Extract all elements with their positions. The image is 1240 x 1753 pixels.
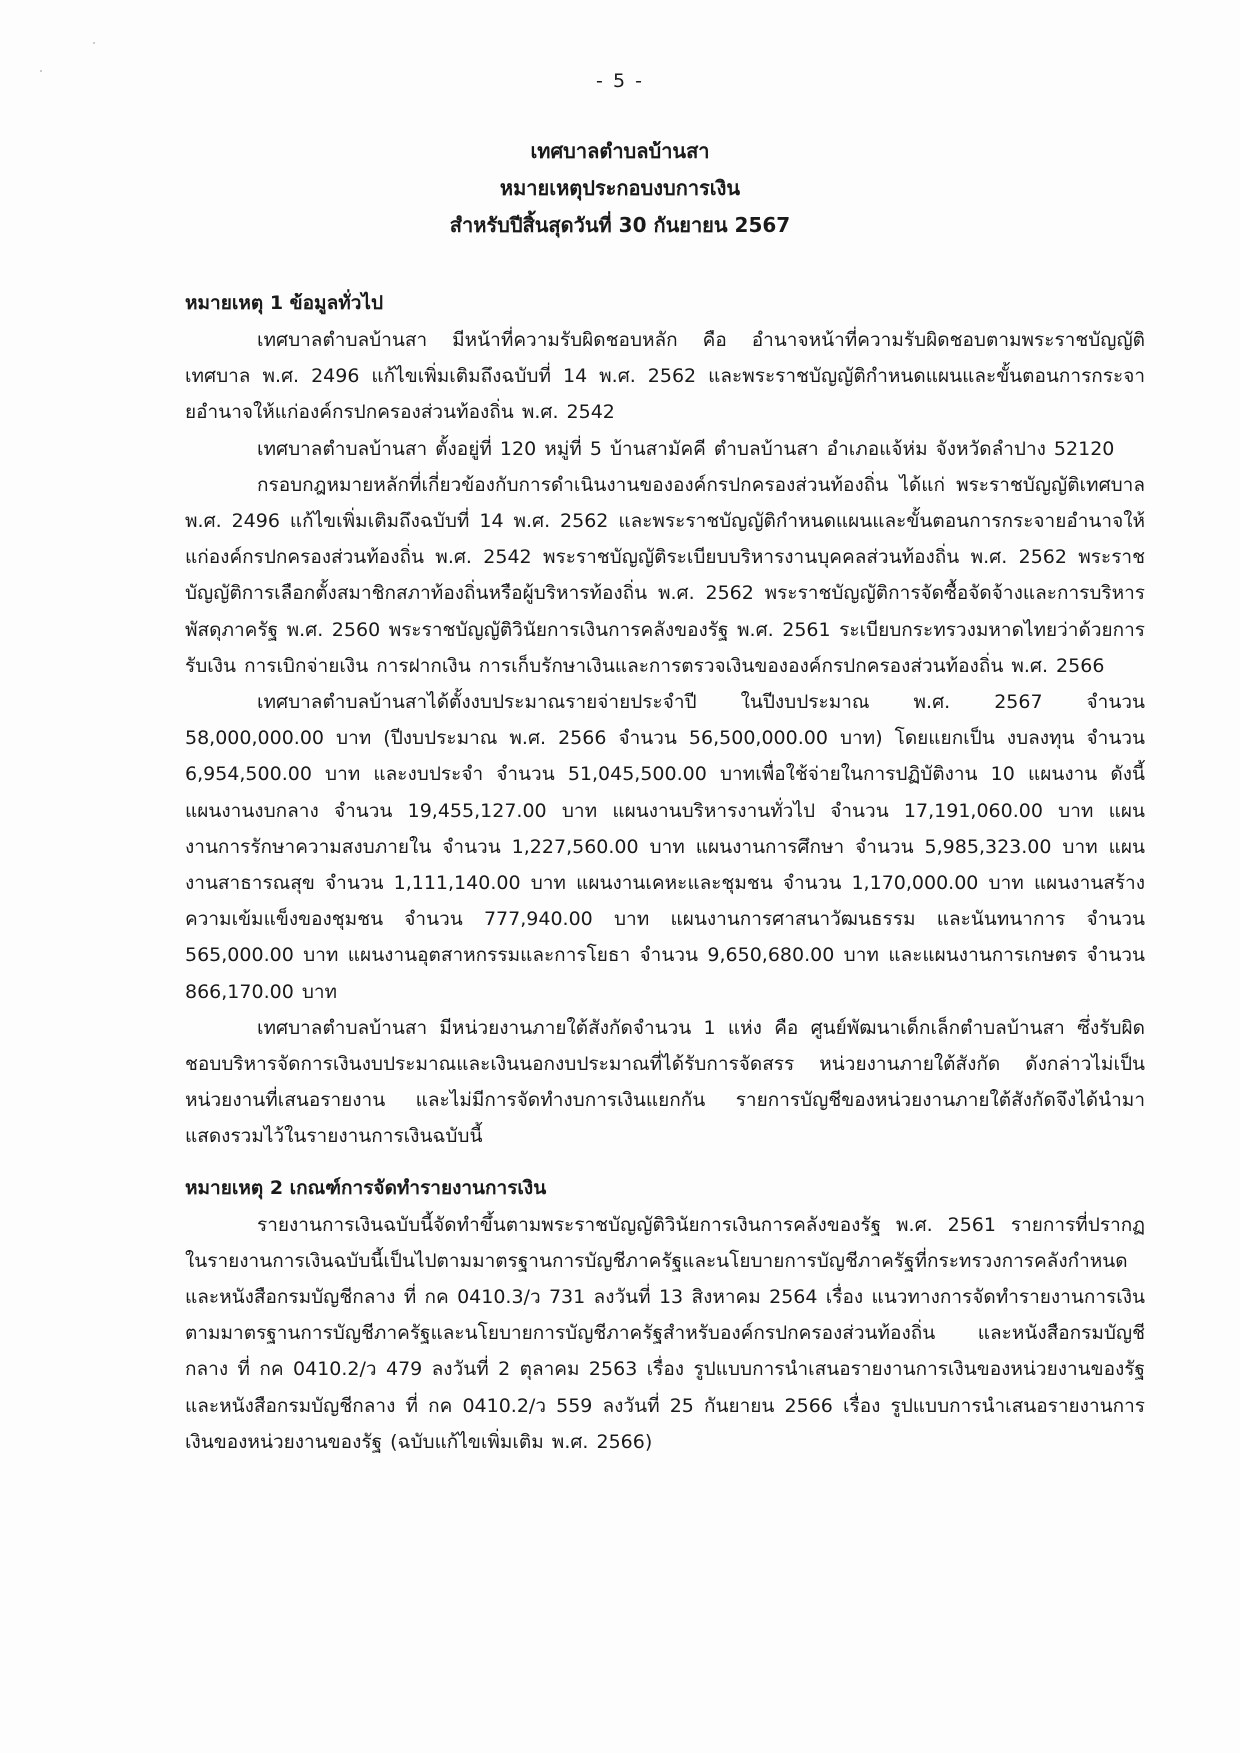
scan-speck — [93, 42, 95, 44]
document-body — [185, 286, 1145, 1470]
note-paragraph: เทศบาลตำบลบ้านสา มีหน้าที่ความรับผิดชอบหลัก คือ อำนาจหน้าที่ความรับผิดชอบตามพระราชบัญญัติเทศบาล พ.ศ. 2496 แก้ไขเพิ่มเติมถึงฉบับที่ 14 พ.ศ. 2562 และพระราชบัญญัติกำหนดแผนและขั้นตอนการกระจายอำนาจให้แก่องค์กรปกครองส่วนท้องถิ่น พ.ศ. 2542 — [185, 329, 1145, 424]
note-1 — [185, 286, 1145, 1155]
note-heading: หมายเหตุ 1 ข้อมูลทั่วไป — [185, 292, 384, 314]
note-paragraph: เทศบาลตำบลบ้านสา ตั้งอยู่ที่ 120 หมู่ที่ 5 บ้านสามัคคี ตำบลบ้านสา อำเภอแจ้ห่ม จังหวัดลำปาง 52120 — [257, 437, 1115, 460]
note-paragraph: เทศบาลตำบลบ้านสา มีหน่วยงานภายใต้สังกัดจำนวน 1 แห่ง คือ ศูนย์พัฒนาเด็กเล็กตำบลบ้านสา ซึ่งรับผิดชอบบริหารจัดการเงินงบประมาณและเงินนอกงบประมาณที่ได้รับการจัดสรร หน่วยงานภายใต้สังกัด ดังกล่าวไม่เป็นหน่วยงานที่เสนอรายงาน และไม่มีการจัดทำงบการเงินแยกกัน รายการบัญชีของหน่วยงานภายใต้สังกัดจึงได้นำมาแสดงรวมไว้ในรายงานการเงินฉบับนี้ — [185, 1016, 1145, 1148]
note-paragraph: เทศบาลตำบลบ้านสาได้ตั้งงบประมาณรายจ่ายประจำปี ในปีงบประมาณ พ.ศ. 2567 จำนวน 58,000,000.00 บาท (ปีงบประมาณ พ.ศ. 2566 จำนวน 56,500,000.00 บาท) โดยแยกเป็น งบลงทุน จำนวน 6,954,500.00 บาท และงบประจำ จำนวน 51,045,500.00 บาทเพื่อใช้จ่ายในการปฏิบัติงาน 10 แผนงาน ดังนี้ แผนงานงบกลาง จำนวน 19,455,127.00 บาท แผนงานบริหารงานทั่วไป จำนวน 17,191,060.00 บาท แผนงานการรักษาความสงบภายใน จำนวน 1,227,560.00 บาท แผนงานการศึกษา จำนวน 5,985,323.00 บาท แผนงานสาธารณสุข จำนวน 1,111,140.00 บาท แผนงานเคหะและชุมชน จำนวน 1,170,000.00 บาท แผนงานสร้างความเข้มแข็งของชุมชน จำนวน 777,940.00 บาท แผนงานการศาสนาวัฒนธรรม และนันทนาการ จำนวน 565,000.00 บาท แผนงานอุตสาหกรรมและการโยธา จำนวน 9,650,680.00 บาท และแผนงานการเกษตร จำนวน 866,170.00 บาท — [185, 691, 1145, 1003]
note-2 — [185, 1171, 1145, 1460]
note-paragraph: รายงานการเงินฉบับนี้จัดทำขึ้นตามพระราชบัญญัติวินัยการเงินการคลังของรัฐ พ.ศ. 2561 รายการที่ปรากฏในรายงานการเงินฉบับนี้เป็นไปตามมาตรฐานการบัญชีภาครัฐและนโยบายการบัญชีภาครัฐที่กระทรวงการคลังกำหนด และหนังสือกรมบัญชีกลาง ที่ กค 0410.3/ว 731 ลงวันที่ 13 สิงหาคม 2564 เรื่อง แนวทางการจัดทำรายงานการเงินตามมาตรฐานการบัญชีภาครัฐและนโยบายการบัญชีภาครัฐสำหรับองค์กรปกครองส่วนท้องถิ่น และหนังสือกรมบัญชีกลาง ที่ กค 0410.2/ว 479 ลงวันที่ 2 ตุลาคม 2563 เรื่อง รูปแบบการนำเสนอรายงานการเงินของหน่วยงานของรัฐ และหนังสือกรมบัญชีกลาง ที่ กค 0410.2/ว 559 ลงวันที่ 25 กันยายน 2566 เรื่อง รูปแบบการนำเสนอรายงานการเงินของหน่วยงานของรัฐ (ฉบับแก้ไขเพิ่มเติม พ.ศ. 2566) — [185, 1213, 1145, 1453]
note-paragraph: กรอบกฎหมายหลักที่เกี่ยวข้องกับการดำเนินงานขององค์กรปกครองส่วนท้องถิ่น ได้แก่ พระราชบัญญัติเทศบาล พ.ศ. 2496 แก้ไขเพิ่มเติมถึงฉบับที่ 14 พ.ศ. 2562 และพระราชบัญญัติกำหนดแผนและขั้นตอนการกระจายอำนาจให้แก่องค์กรปกครองส่วนท้องถิ่น พ.ศ. 2542 พระราชบัญญัติระเบียบบริหารงานบุคคลส่วนท้องถิ่น พ.ศ. 2562 พระราชบัญญัติการเลือกตั้งสมาชิกสภาท้องถิ่นหรือผู้บริหารท้องถิ่น พ.ศ. 2562 พระราชบัญญัติการจัดซื้อจัดจ้างและการบริหารพัสดุภาครัฐ พ.ศ. 2560 พระราชบัญญัติวินัยการเงินการคลังของรัฐ พ.ศ. 2561 ระเบียบกระทรวงมหาดไทยว่าด้วยการรับเงิน การเบิกจ่ายเงิน การฝากเงิน การเก็บรักษาเงินและการตรวจเงินขององค์กรปกครองส่วนท้องถิ่น พ.ศ. 2566 — [185, 473, 1145, 677]
organization-title: เทศบาลตำบลบ้านสา — [530, 139, 710, 163]
document-title: หมายเหตุประกอบงบการเงิน — [499, 176, 741, 200]
page-number: - 5 - — [596, 70, 644, 92]
note-heading: หมายเหตุ 2 เกณฑ์การจัดทำรายงานการเงิน — [185, 1176, 547, 1199]
period-title: สำหรับปีสิ้นสุดวันที่ 30 กันยายน 2567 — [449, 213, 791, 237]
document-title-block — [0, 133, 1240, 244]
